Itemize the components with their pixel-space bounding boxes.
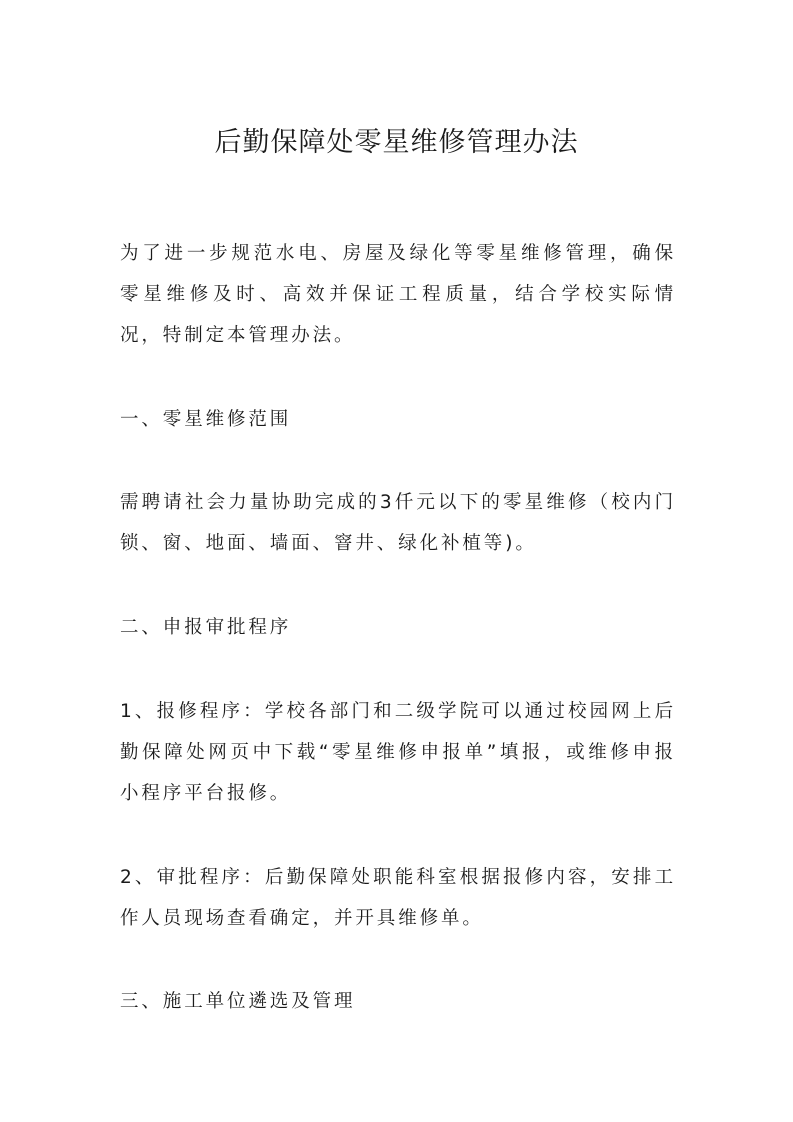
intro-paragraph: 为了进一步规范水电、房屋及绿化等零星维修管理，确保零星维修及时、高效并保证工程质量，结合学校实际情况，特制定本管理办法。 xyxy=(120,243,676,346)
section-heading-contractor-selection: 三、施工单位遴选及管理 xyxy=(120,991,356,1012)
section-heading-approval: 二、申报审批程序 xyxy=(120,617,292,638)
document-title: 后勤保障处零星维修管理办法 xyxy=(214,127,579,158)
repair-procedure-paragraph: 1、报修程序：学校各部门和二级学院可以通过校园网上后勤保障处网页中下载“零星维修申报单”填报，或维修申报小程序平台报修。 xyxy=(120,701,676,804)
scope-paragraph: 需聘请社会力量协助完成的3仟元以下的零星维修（校内门锁、窗、地面、墙面、窨井、绿化补植等)。 xyxy=(120,492,676,554)
section-heading-scope: 一、零星维修范围 xyxy=(120,409,292,430)
approval-procedure-paragraph: 2、审批程序：后勤保障处职能科室根据报修内容，安排工作人员现场查看确定，并开具维修单。 xyxy=(120,867,676,929)
